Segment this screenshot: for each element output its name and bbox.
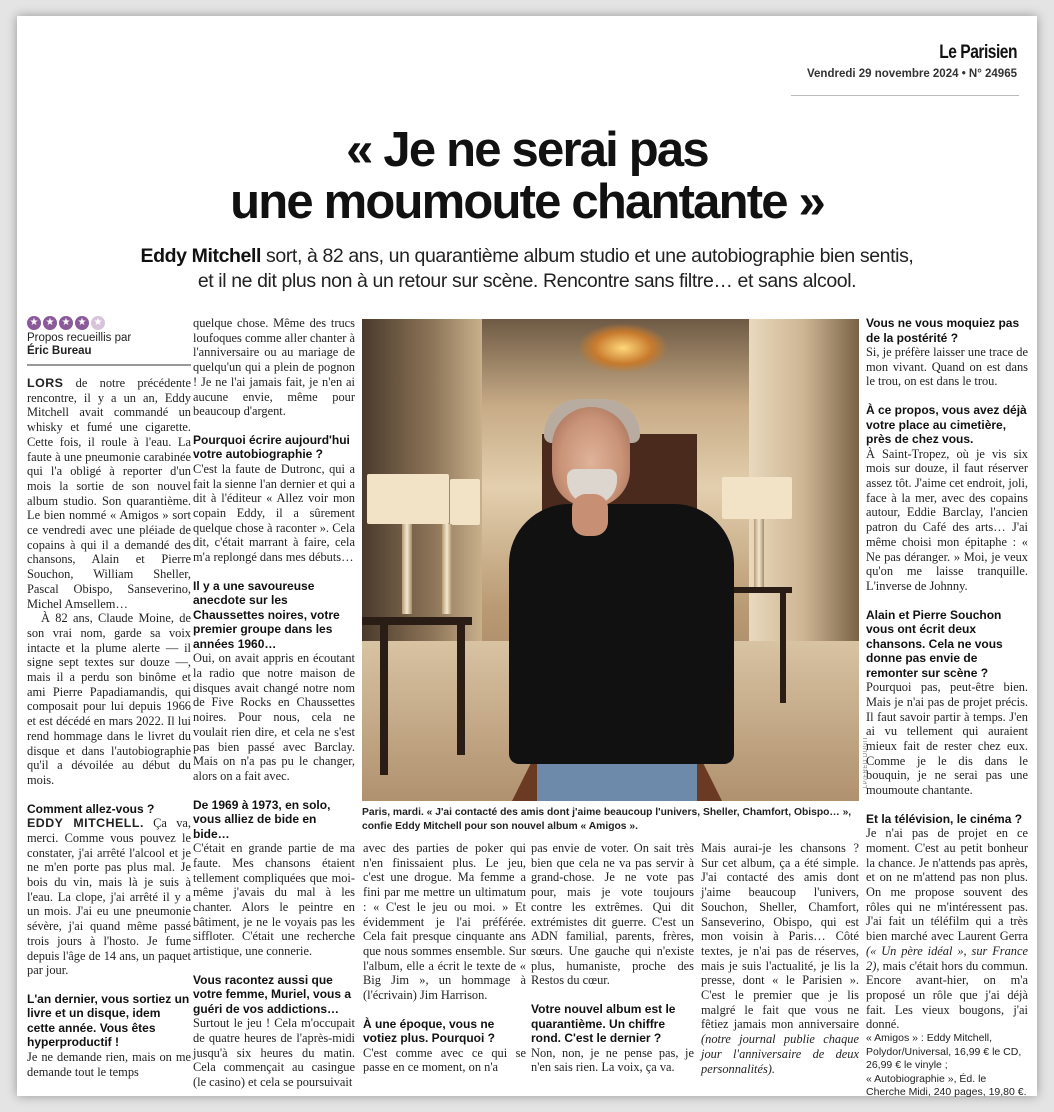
photo-person-hand xyxy=(572,494,608,536)
interview-question: L'an dernier, vous sortiez un livre et un disque, idem cette année. Vous êtes hyperproductif ! xyxy=(27,991,190,1050)
interview-question: Vous racontez aussi que votre femme, Muriel, vous a guéri de vos addictions… xyxy=(193,972,352,1016)
photo-lamp xyxy=(367,474,449,524)
standfirst-subject: Eddy Mitchell xyxy=(140,245,262,267)
answer-text: Je n'ai pas de projet en ce moment. C'est au petit bonheur la chance. Je n'attends pas après, et on ne m'attend pas non plus. On me propose souvent des rôles qui ne m'intéressent pas. J'ai fait un téléfilm qui a très bien marché avec Laurent Gerra xyxy=(866,826,1028,944)
speaker-name: EDDY MITCHELL. xyxy=(27,816,144,831)
newspaper-logo: Le Parisien xyxy=(939,42,1017,63)
byline-author: Éric Bureau xyxy=(27,345,92,357)
photo-chandelier xyxy=(577,323,669,373)
star-filled-icon: ★ xyxy=(27,316,41,330)
lead-word: LORS xyxy=(27,376,64,390)
article-photo xyxy=(362,319,859,801)
photo-person-body xyxy=(509,504,734,764)
photo-lamp xyxy=(722,477,792,519)
book-info: « Autobiographie », Éd. le Cherche Midi, 240 pages, 19,80 €. xyxy=(866,1072,1027,1099)
standfirst-line-2: et il ne dit plus non à un retour sur scène. Rencontre sans filtre… et sans alcool. xyxy=(197,270,857,292)
column-2 xyxy=(193,316,355,1090)
article-standfirst xyxy=(17,244,1037,294)
interview-answer: Pourquoi pas, peut-être bien. Mais je n'ai pas de projet précis. Il faut savoir partir à temps. J'en ai vu tellement qui auraient mieux fait de rester chez eux. Comme je le dis dans le bouquin, je ne serai pas une moumoute chantante. xyxy=(866,680,1028,798)
headline-line-2: une moumoute chantante » xyxy=(230,175,824,229)
answer-text: Ça va, merci. Comme vous pouvez le constater, j'ai arrêté l'alcool et je ne m'en porte pas plus mal. Je bois du vin, mais là je suis à l'eau. La clope, j'ai arrêté il y a un mois. J'ai eu une pneumonie sévère, j'ai quand même passé trois jours à l'hosto. Je fume depuis l'âge de 14 ans, un paquet par jour. xyxy=(27,816,191,978)
editor-note: (notre journal publie chaque jour l'anniversaire de deux personnalités). xyxy=(701,1032,859,1076)
standfirst-line-1: sort, à 82 ans, un quarantième album studio et une autobiographie bien sentis, xyxy=(261,245,914,267)
star-filled-icon: ★ xyxy=(43,316,57,330)
interview-question: À une époque, vous ne votiez plus. Pourquoi ? xyxy=(363,1016,495,1046)
headline-line-1: « Je ne serai pas xyxy=(346,123,708,177)
photo-lamp xyxy=(450,479,480,525)
interview-answer: C'est la faute de Dutronc, qui a fait la sienne l'an dernier et qui a dit à l'éditeur « Allez voir mon copain Eddy, il a sûrement quelque chose à raconter ». Cela dit, c'était marrant à faire, cela m'a replongé dans mes débuts… xyxy=(193,461,355,565)
interview-answer: Surtout le jeu ! Cela m'occupait de quatre heures de l'après-midi jusqu'à six heures du matin. Cela commençait au casingue (le casino) et cela se poursuivait xyxy=(193,1016,355,1090)
answer-text: Mais aurai-je les chansons ? Sur cet album, ça a été simple. J'ai contacté des amis dont j'aime beaucoup l'univers, Souchon, Sheller, Chamfort, Sanseverino, Obispo, qui est mon voisin à Paris… Côté textes, je n'ai pas de réserves, mais je suis l'actualité, je lis la presse, dont « le Parisien ». C'est le premier que je lis malgré le fait que vous ne fêtiez jamais mon anniversaire xyxy=(701,841,859,1032)
photo-lamp-base xyxy=(754,519,764,589)
interview-question: Votre nouvel album est le quarantième. Un chiffre rond. C'est le dernier ? xyxy=(531,1002,676,1046)
photo-credit: LP/FRED DUGIT xyxy=(863,736,869,789)
byline-label: Propos recueillis par xyxy=(27,332,132,344)
photo-table xyxy=(362,617,472,625)
album-info: « Amigos » : Eddy Mitchell, Polydor/Universal, 16,99 € le CD, 26,99 € le vinyle ; xyxy=(866,1032,1022,1072)
photo-table-leg xyxy=(780,593,786,703)
rating-stars xyxy=(27,316,191,330)
interview-answer xyxy=(27,816,191,978)
interview-question: Pourquoi écrire aujourd'hui votre autobiographie ? xyxy=(193,432,350,462)
masthead-divider xyxy=(791,95,1019,96)
interview-question: Alain et Pierre Souchon vous ont écrit deux chansons. Cela ne vous donne pas envie de remonter sur scène ? xyxy=(866,607,1003,680)
column-6 xyxy=(866,316,1028,1100)
answer-italic: (« Un père idéal », sur France 2) xyxy=(866,943,1028,973)
star-filled-icon: ★ xyxy=(75,316,89,330)
photo-table-leg xyxy=(457,625,465,755)
column-4 xyxy=(531,841,694,1075)
article-headline xyxy=(17,124,1037,228)
interview-question: Comment allez-vous ? xyxy=(27,801,155,816)
interview-answer: avec des parties de poker qui n'en finissaient plus. Le jeu, c'est une drogue. Ma femme a fini par me mettre un ultimatum : « C'est le jeu ou moi. » Et évidemment je l'ai préférée. Cela fait presque cinquante ans que nous sommes ensemble. Sur l'album, elle a écrit le texte de « Big Jim », un hommage à (l'écrivain) Jim Harrison. xyxy=(363,841,526,1003)
interview-answer xyxy=(866,826,1028,1032)
photo-lamp-base xyxy=(402,524,412,614)
column-1 xyxy=(27,316,191,1079)
interview-answer: À Saint-Tropez, où je vis six mois sur douze, il faut réserver assez tôt. J'aime cet endroit, joli, face à la mer, avec des copains autour, Eddie Barclay, l'ancien patron du Café des arts… J'ai même choisi mon épitaphe : « Ne pas déranger. » Moi, je veux qu'on me laisse tranquille. L'inverse de Johnny. xyxy=(866,446,1028,593)
interview-question: Et la télévision, le cinéma ? xyxy=(866,811,1023,826)
interview-answer: Oui, on avait appris en écoutant la radio que notre maison de disques avait changé notre nom de Five Rocks en Chaussettes noires. Pour nous, cela ne voulait rien dire, et cela ne s'est pas bien passé avec Barclay. Mais on n'a pas pu le changer, alors on a fait avec. xyxy=(193,651,355,783)
newspaper-page xyxy=(17,16,1037,1099)
column-3 xyxy=(363,841,526,1075)
interview-question: À ce propos, vous avez déjà votre place au cimetière, près de chez vous. xyxy=(866,403,1027,447)
interview-question: Vous ne vous moquiez pas de la postérité ? xyxy=(866,316,1020,345)
interview-answer: pas envie de voter. On sait très bien que cela ne va pas servir à grand-chose. Je ne vote pas pour, mais je vote toujours contre les extrêmes. Qui dit extrémistes dit guerre. C'est un ADN familial, parents, frères, sœurs. Une gauche qui n'existe plus, humaniste, proche des Restos du cœur. xyxy=(531,841,694,988)
photo-table-leg xyxy=(380,625,388,775)
interview-answer: C'est comme avec ce qui se passe en ce moment, on n'a xyxy=(363,1045,526,1075)
star-empty-icon: ★ xyxy=(91,316,105,330)
photo-lamp-base xyxy=(442,524,452,614)
interview-answer: Si, je préfère laisser une trace de mon vivant. Quand on est dans le trou, on est dans le trou. xyxy=(866,345,1028,389)
masthead xyxy=(807,42,1017,80)
photo-caption: Paris, mardi. « J'ai contacté des amis dont j'aime beaucoup l'univers, Sheller, Chamfort, Obispo… », confie Eddy Mitchell pour son nouvel album « Amigos ». xyxy=(362,807,852,832)
star-filled-icon: ★ xyxy=(59,316,73,330)
interview-answer: Non, non, je ne pense pas, je n'en sais rien. La voix, ça va. xyxy=(531,1045,694,1075)
interview-answer xyxy=(701,841,859,1076)
column-5 xyxy=(701,841,859,1076)
paragraph: À 82 ans, Claude Moine, de son vrai nom, garde sa voix intacte et la plume alerte — il signe sept textes sur douze —, mais il a perdu son binôme et ami Pierre Papadiamandis, qui composait pour lui depuis 1966 et est décédé en mars 2022. Il lui rend hommage dans le livret du disque et dans l'autobiographie qu'il a dévoilée au début du mois. xyxy=(27,611,191,787)
answer-text: , mais c'était hors du commun. Encore avant-hier, on m'a proposé un rôle que j'ai déjà fait. Les vieux bougons, j'ai donné. xyxy=(866,958,1028,1032)
issue-dateline: Vendredi 29 novembre 2024 • N° 24965 xyxy=(807,68,1017,80)
interview-question: Il y a une savoureuse anecdote sur les Chaussettes noires, votre premier groupe dans les années 1960… xyxy=(193,578,340,651)
byline-divider xyxy=(27,364,191,366)
interview-answer: C'était en grande partie de ma faute. Mes chansons étaient tellement compliquées que moi-même j'avais du mal à les chanter. Alors le peintre en bâtiment, je ne le voyais pas les siffloter. C'était une recherche artistique, une connerie. xyxy=(193,841,355,959)
interview-answer: Je ne demande rien, mais on me demande tout le temps xyxy=(27,1049,191,1079)
interview-answer: quelque chose. Même des trucs loufoques comme aller chanter à l'anniversaire ou au mariage de quelqu'un qui a plein de pognon ! Je ne l'ai jamais fait, je n'en ai aucune envie, même pour beaucoup d'argent. xyxy=(193,316,355,419)
interview-question: De 1969 à 1973, en solo, vous alliez de bide en bide… xyxy=(193,797,331,841)
intro-text: de notre précédente rencontre, il y a un an, Eddy Mitchell avait commandé un whisky et fumé une cigarette. Cette fois, il roule à l'eau. La faute à une pneumonie carabinée qui l'a obligé à reporter d'un mois la sortie de son nouvel album studio. Son quarantième. Le bien nommé « Amigos » sort ce vendredi avec une pléiade de copains à qui il a demandé des chansons, Alain et Pierre Souchon, William Sheller, Pascal Obispo, Sanseverino, Michel Amsellem… xyxy=(27,376,191,611)
intro-paragraph xyxy=(27,376,191,611)
